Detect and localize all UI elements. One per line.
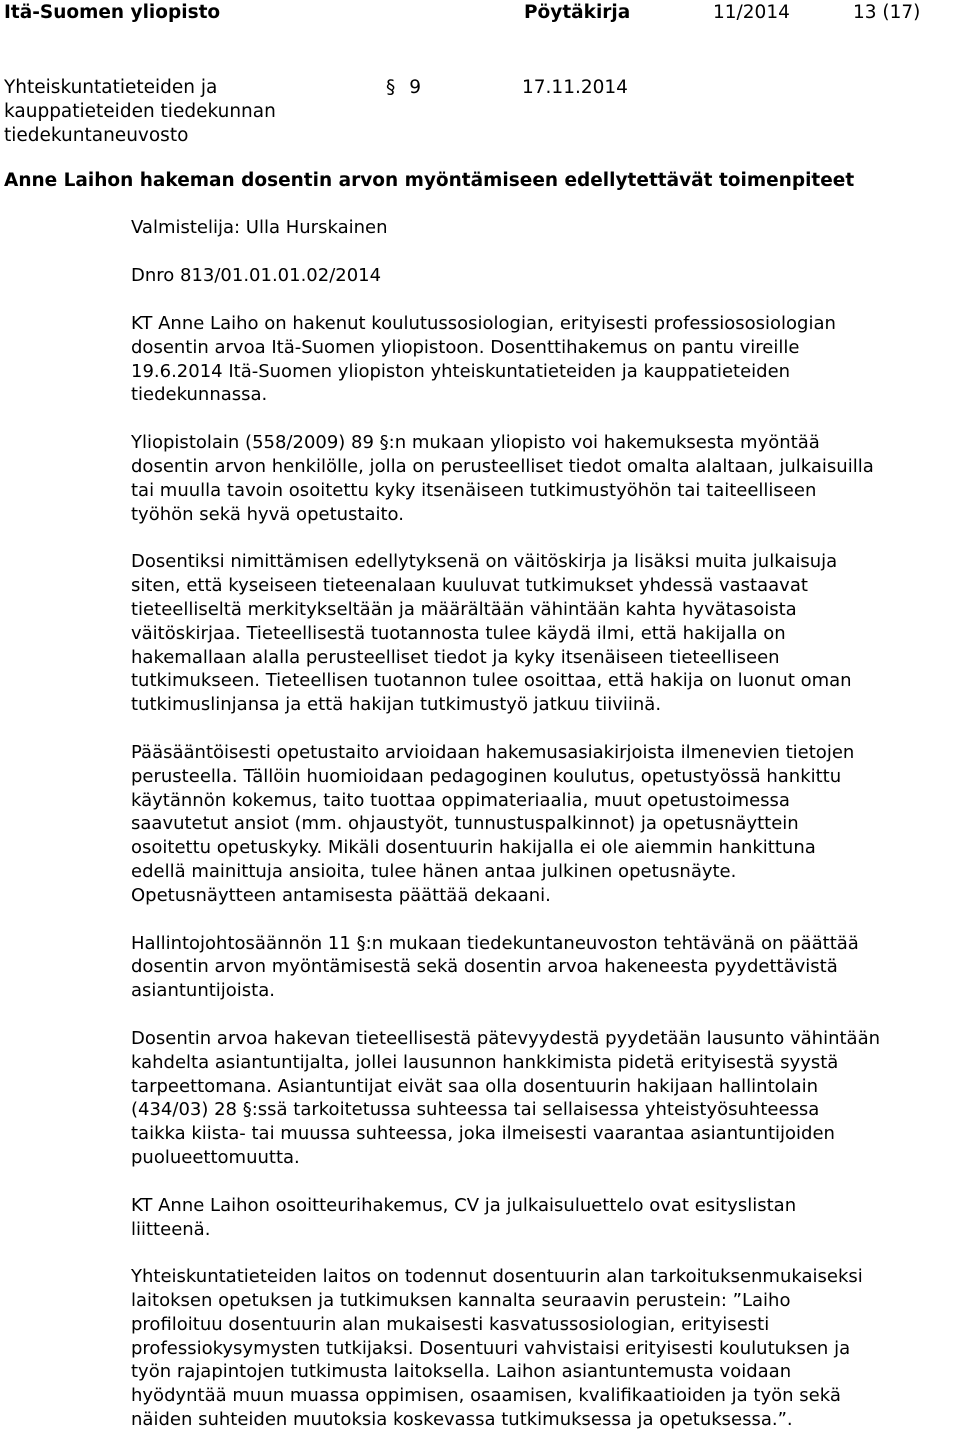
paragraph: Yhteiskuntatieteiden laitos on todennut dosentuurin alan tarkoituksenmukaiseksi laitoksen opetuksen ja tutkimuksen kannalta seuraavin perustein: ”Laiho profiloituu dosentuurin alan mukaisesti kasvatussosiologian, erityisesti professiokysymysten tutkijaksi. Dosentuuri vahvistaisi erityisesti koulutuksen ja työn rajapintojen tutkimusta laitoksella. Laihon asiantuntemusta voidaan hyödyntää muun muassa oppimisen, osaamisen, kvalifikaatioiden ja työn sekä näiden suhteiden muutoksia koskevassa tutkimuksessa ja opetuksessa.”. (131, 1266, 863, 1431)
document-type: Pöytäkirja (524, 2, 631, 23)
section-number (386, 76, 421, 100)
record-number: Dnro 813/01.01.01.02/2014 (131, 265, 382, 286)
section-sign: § (386, 77, 396, 98)
faculty-council (4, 76, 276, 148)
paragraph: Pääsääntöisesti opetustaito arvioidaan hakemusasiakirjoista ilmenevien tietojen perusteella. Tällöin huomioidaan pedagoginen koulutus, opetustyössä hankittu käytännön kokemus, taito tuottaa oppimateriaalia, muut opetustoimessa saavutetut ansiot (mm. ohjaustyöt, tunnustuspalkinnot) ja opetusnäyttein osoitettu opetuskyky. Mikäli dosentuurin hakijalla ei ole aiemmin hankittuna edellä mainittuja ansioita, tulee hänen antaa julkinen opetusnäyte. Opetusnäytteen antamisesta päättää dekaani. (131, 741, 855, 906)
paragraph: KT Anne Laiho on hakenut koulutussosiologian, erityisesti professiososiologian dosentin arvoa Itä-Suomen yliopistoon. Dosenttihakemus on pantu vireille 19.6.2014 Itä-Suomen yliopiston yhteiskuntatieteiden ja kauppatieteiden tiedekunnassa. (131, 313, 836, 406)
document-body (131, 312, 957, 1456)
faculty-council-line: kauppatieteiden tiedekunnan (4, 101, 276, 122)
organization-name: Itä-Suomen yliopisto (4, 2, 221, 23)
document-number: 11/2014 (713, 2, 790, 23)
meeting-date: 17.11.2014 (522, 77, 628, 98)
paragraph: Yliopistolain (558/2009) 89 §:n mukaan yliopisto voi hakemuksesta myöntää dosentin arvon henkilölle, jolla on perusteelliset tiedot omalta alaltaan, julkaisuilla tai muulla tavoin osoitettu kyky itsenäiseen tutkimustyöhön tai taiteelliseen työhön sekä hyvä opetustaito. (131, 432, 874, 525)
section-number-value: 9 (409, 77, 422, 98)
faculty-council-line: Yhteiskuntatieteiden ja (4, 77, 218, 98)
paragraph: KT Anne Laihon osoitteurihakemus, CV ja julkaisuluettelo ovat esityslistan liitteenä. (131, 1194, 797, 1240)
page-number: 13 (17) (853, 2, 921, 23)
faculty-council-line: tiedekuntaneuvosto (4, 125, 189, 146)
agenda-item-title: Anne Laihon hakeman dosentin arvon myöntämiseen edellytettävät toimenpiteet (4, 170, 855, 191)
paragraph: Hallintojohtosäännön 11 §:n mukaan tiedekuntaneuvoston tehtävänä on päättää dosentin arvon myöntämisestä sekä dosentin arvoa hakeneesta pyydettävistä asiantuntijoista. (131, 932, 859, 1002)
preparer: Valmistelija: Ulla Hurskainen (131, 217, 388, 238)
paragraph: Dosentiksi nimittämisen edellytyksenä on väitöskirja ja lisäksi muita julkaisuja siten, että kyseiseen tieteenalaan kuuluvat tutkimukset yhdessä vastaavat tieteelliseltä merkitykseltään ja määrältään vähintään kahta hyvätasoista väitöskirjaa. Tieteellisestä tuotannosta tulee käydä ilmi, että hakijalla on hakemallaan alalla perusteelliset tiedot ja kyky itsenäiseen tieteelliseen tutkimukseen. Tieteellisen tuotannon tulee osoittaa, että hakija on luonut oman tutkimuslinjansa ja että hakijan tutkimustyö jatkuu tiiviinä. (131, 551, 852, 716)
paragraph: Dosentin arvoa hakevan tieteellisestä pätevyydestä pyydetään lausunto vähintään kahdelta asiantuntijalta, jollei lausunnon hankkimista pidetä erityisestä syystä tarpeettomana. Asiantuntijat eivät saa olla dosentuurin hakijaan hallintolain (434/03) 28 §:ssä tarkoitetussa suhteessa tai sellaisessa yhteistyösuhteessa taikka kiista- tai muussa suhteessa, joka ilmeisesti vaarantaa asiantuntijoiden puolueettomuutta. (131, 1027, 881, 1168)
